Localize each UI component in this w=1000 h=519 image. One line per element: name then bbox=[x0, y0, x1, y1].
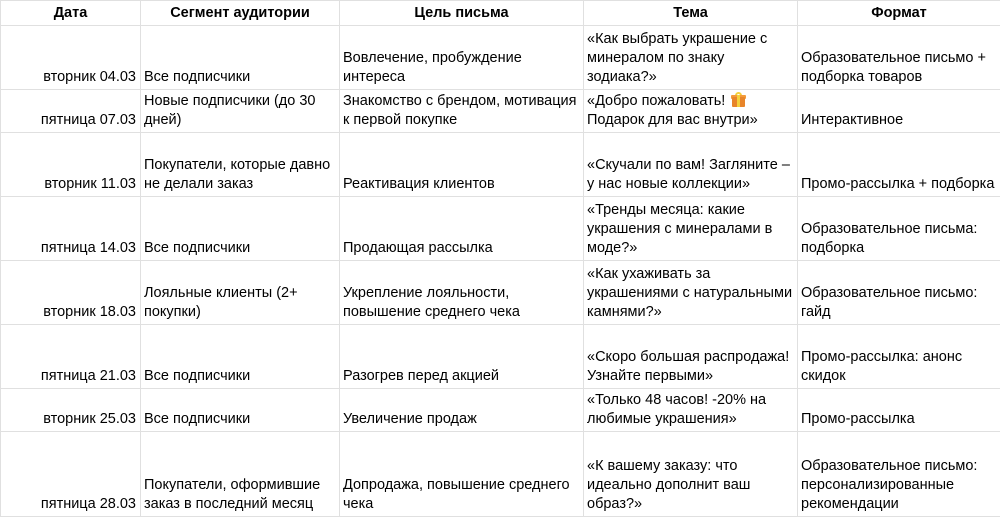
table-row bbox=[1, 261, 1000, 325]
table-row bbox=[1, 325, 1000, 389]
format-cell[interactable]: Промо-рассылка bbox=[798, 389, 1000, 432]
format-cell[interactable]: Промо-рассылка + подборка bbox=[798, 133, 1000, 197]
header-segment[interactable]: Сегмент аудитории bbox=[141, 1, 340, 26]
date-cell[interactable]: пятница 07.03 bbox=[1, 90, 141, 133]
date-cell[interactable]: пятница 14.03 bbox=[1, 197, 141, 261]
format-cell[interactable]: Образовательное письмо: персонализированные рекомендации bbox=[798, 432, 1000, 517]
header-date[interactable]: Дата bbox=[1, 1, 141, 26]
table-row bbox=[1, 432, 1000, 517]
segment-cell[interactable]: Все подписчики bbox=[141, 26, 340, 90]
format-cell[interactable]: Промо-рассылка: анонс скидок bbox=[798, 325, 1000, 389]
date-cell[interactable]: вторник 11.03 bbox=[1, 133, 141, 197]
goal-cell[interactable]: Знакомство с брендом, мотивация к первой покупке bbox=[340, 90, 584, 133]
topic-cell[interactable]: «Скоро большая распродажа! Узнайте первыми» bbox=[584, 325, 798, 389]
topic-cell[interactable]: «Скучали по вам! Загляните – у нас новые коллекции» bbox=[584, 133, 798, 197]
header-topic[interactable]: Тема bbox=[584, 1, 798, 26]
segment-cell[interactable]: Новые подписчики (до 30 дней) bbox=[141, 90, 340, 133]
segment-cell[interactable]: Покупатели, которые давно не делали заказ bbox=[141, 133, 340, 197]
gift-icon bbox=[731, 92, 746, 107]
format-cell[interactable]: Интерактивное bbox=[798, 90, 1000, 133]
topic-cell[interactable]: «Только 48 часов! -20% на любимые украшения» bbox=[584, 389, 798, 432]
segment-cell[interactable]: Все подписчики bbox=[141, 389, 340, 432]
goal-cell[interactable]: Продающая рассылка bbox=[340, 197, 584, 261]
topic-text-part: «Добро пожаловать! bbox=[587, 93, 726, 109]
goal-cell[interactable]: Разогрев перед акцией bbox=[340, 325, 584, 389]
segment-cell[interactable]: Покупатели, оформившие заказ в последний месяц bbox=[141, 432, 340, 517]
topic-cell[interactable] bbox=[584, 90, 798, 133]
goal-cell[interactable]: Реактивация клиентов bbox=[340, 133, 584, 197]
table-row bbox=[1, 389, 1000, 432]
table-row bbox=[1, 133, 1000, 197]
header-goal[interactable]: Цель письма bbox=[340, 1, 584, 26]
date-cell[interactable]: вторник 25.03 bbox=[1, 389, 141, 432]
segment-cell[interactable]: Все подписчики bbox=[141, 325, 340, 389]
topic-cell[interactable]: «Как ухаживать за украшениями с натуральными камнями?» bbox=[584, 261, 798, 325]
goal-cell[interactable]: Укрепление лояльности, повышение среднего чека bbox=[340, 261, 584, 325]
date-cell[interactable]: вторник 18.03 bbox=[1, 261, 141, 325]
topic-text-part: Подарок для вас внутри» bbox=[587, 112, 758, 128]
table-row bbox=[1, 197, 1000, 261]
date-cell[interactable]: пятница 28.03 bbox=[1, 432, 141, 517]
topic-cell[interactable]: «К вашему заказу: что идеально дополнит ваш образ?» bbox=[584, 432, 798, 517]
date-cell[interactable]: вторник 04.03 bbox=[1, 26, 141, 90]
date-cell[interactable]: пятница 21.03 bbox=[1, 325, 141, 389]
header-row bbox=[1, 1, 1000, 26]
format-cell[interactable]: Образовательное письма: подборка bbox=[798, 197, 1000, 261]
goal-cell[interactable]: Увеличение продаж bbox=[340, 389, 584, 432]
goal-cell[interactable]: Вовлечение, пробуждение интереса bbox=[340, 26, 584, 90]
format-cell[interactable]: Образовательное письмо + подборка товаров bbox=[798, 26, 1000, 90]
goal-cell[interactable]: Допродажа, повышение среднего чека bbox=[340, 432, 584, 517]
topic-cell[interactable]: «Как выбрать украшение с минералом по знаку зодиака?» bbox=[584, 26, 798, 90]
segment-cell[interactable]: Лояльные клиенты (2+ покупки) bbox=[141, 261, 340, 325]
table-row bbox=[1, 26, 1000, 90]
format-cell[interactable]: Образовательное письмо: гайд bbox=[798, 261, 1000, 325]
topic-cell[interactable]: «Тренды месяца: какие украшения с минералами в моде?» bbox=[584, 197, 798, 261]
header-format[interactable]: Формат bbox=[798, 1, 1000, 26]
table-row bbox=[1, 90, 1000, 133]
segment-cell[interactable]: Все подписчики bbox=[141, 197, 340, 261]
